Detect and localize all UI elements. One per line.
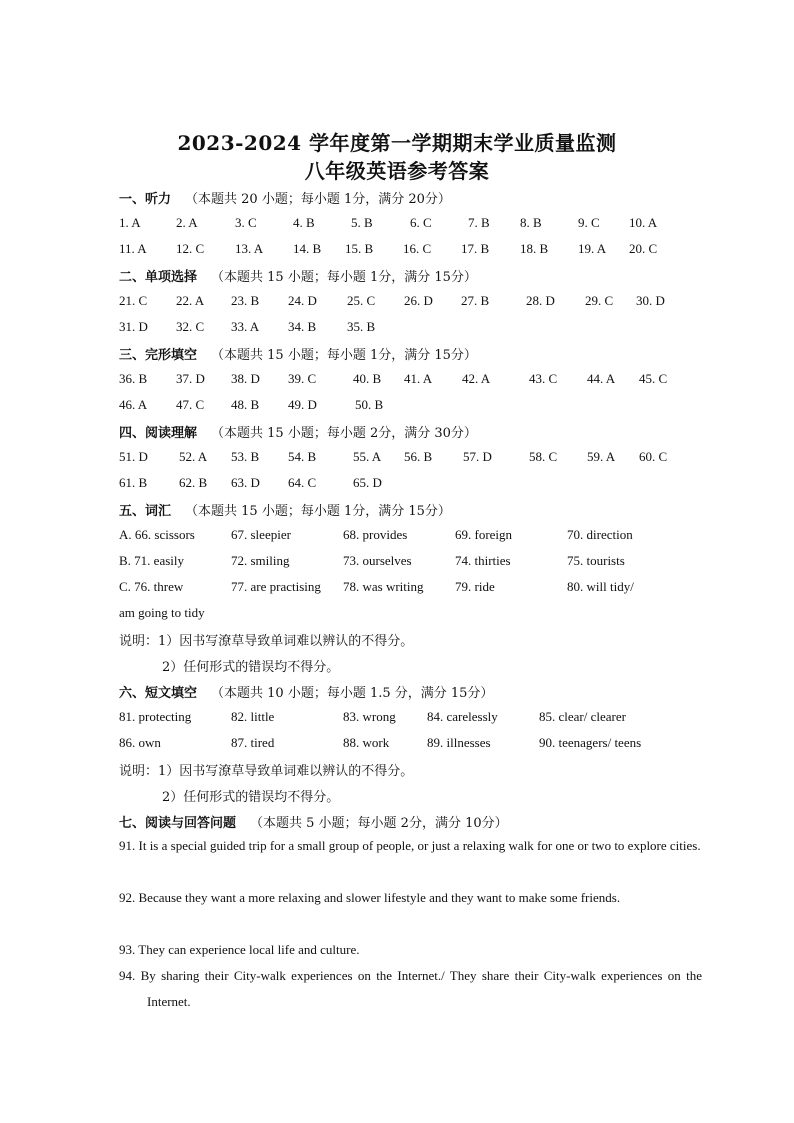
section-desc: （本题共 15 小题；每小题 2分，满分 30分） bbox=[211, 426, 477, 441]
answer-item: 34. B bbox=[288, 319, 317, 334]
answer-item: 15. B bbox=[345, 241, 374, 256]
answer-item: 7. B bbox=[468, 215, 490, 230]
answer-item-continuation: am going to tidy bbox=[119, 605, 205, 620]
section-name: 七、阅读与回答问题 bbox=[119, 816, 237, 831]
answer-item: 28. D bbox=[526, 293, 555, 308]
answer-item: 21. C bbox=[119, 293, 148, 308]
answer-item: 89. illnesses bbox=[427, 735, 491, 750]
answer-item: 46. A bbox=[119, 397, 148, 412]
page-title: 2023-2024 学年度第一学期期末学业质量监测 bbox=[177, 131, 617, 155]
answer-item: 22. A bbox=[176, 293, 205, 308]
answer-item: 30. D bbox=[636, 293, 665, 308]
answer-item: B. 71. easily bbox=[119, 553, 184, 568]
answer-item: 83. wrong bbox=[343, 709, 396, 724]
answer-item: 20. C bbox=[629, 241, 658, 256]
answer-item: 57. D bbox=[463, 449, 492, 464]
answer-item: 18. B bbox=[520, 241, 549, 256]
section-name: 一、听力 bbox=[119, 192, 172, 207]
answer-item: 50. B bbox=[355, 397, 384, 412]
answer-item: 59. A bbox=[587, 449, 616, 464]
section-desc: （本题共 15 小题；每小题 1分，满分 15分） bbox=[211, 348, 477, 363]
answer-item: 19. A bbox=[578, 241, 607, 256]
section-desc: （本题共 20 小题；每小题 1分，满分 20分） bbox=[185, 192, 451, 207]
section-desc: （本题共 10 小题；每小题 1.5 分，满分 15分） bbox=[211, 686, 494, 701]
answer-item: 44. A bbox=[587, 371, 616, 386]
section-heading-qa bbox=[119, 812, 508, 831]
section-heading-passage-fill bbox=[119, 682, 493, 701]
answer-item: 4. B bbox=[293, 215, 315, 230]
answer-item: 39. C bbox=[288, 371, 317, 386]
answer-item: 60. C bbox=[639, 449, 668, 464]
section-heading-listening bbox=[119, 188, 451, 207]
answer-item: 45. C bbox=[639, 371, 668, 386]
answer-item: 37. D bbox=[176, 371, 205, 386]
answer-item: 67. sleepier bbox=[231, 527, 291, 542]
answer-item: 78. was writing bbox=[343, 579, 424, 594]
answer-item: 64. C bbox=[288, 475, 317, 490]
answer-item: 14. B bbox=[293, 241, 322, 256]
answer-item: 11. A bbox=[119, 241, 147, 256]
answer-item: 49. D bbox=[288, 397, 317, 412]
answer-item: 16. C bbox=[403, 241, 432, 256]
answer-item: 42. A bbox=[462, 371, 491, 386]
answer-item: C. 76. threw bbox=[119, 579, 184, 594]
answer-item: 32. C bbox=[176, 319, 205, 334]
answer-item: 86. own bbox=[119, 735, 161, 750]
answer-item: 77. are practising bbox=[231, 579, 321, 594]
note-line: 说明：1）因书写潦草导致单词难以辨认的不得分。 bbox=[119, 634, 414, 649]
answer-item: 75. tourists bbox=[567, 553, 625, 568]
answer-item: 87. tired bbox=[231, 735, 275, 750]
answer-item: 9. C bbox=[578, 215, 600, 230]
note-line: 2）任何形式的错误均不得分。 bbox=[162, 790, 340, 805]
answer-item: 47. C bbox=[176, 397, 205, 412]
answer-item: 17. B bbox=[461, 241, 490, 256]
section-name: 三、完形填空 bbox=[119, 348, 198, 363]
answer-item: 62. B bbox=[179, 475, 208, 490]
answer-item: 73. ourselves bbox=[343, 553, 412, 568]
answer-item: 41. A bbox=[404, 371, 433, 386]
answer-item: 13. A bbox=[235, 241, 264, 256]
answer-item: 53. B bbox=[231, 449, 260, 464]
answer-item: 35. B bbox=[347, 319, 376, 334]
answer-item: 48. B bbox=[231, 397, 260, 412]
section-name: 六、短文填空 bbox=[119, 686, 198, 701]
answer-item: 27. B bbox=[461, 293, 490, 308]
answer-item: 69. foreign bbox=[455, 527, 513, 542]
answer-item: 82. little bbox=[231, 709, 275, 724]
answer-item: 61. B bbox=[119, 475, 148, 490]
answer-item: 1. A bbox=[119, 215, 141, 230]
section-name: 五、词汇 bbox=[119, 504, 172, 519]
note-line: 说明：1）因书写潦草导致单词难以辨认的不得分。 bbox=[119, 764, 414, 779]
section-name: 二、单项选择 bbox=[119, 270, 198, 285]
section-desc: （本题共 15 小题；每小题 1分，满分 15分） bbox=[211, 270, 477, 285]
answer-item: 70. direction bbox=[567, 527, 633, 542]
section-heading-vocabulary bbox=[119, 500, 451, 519]
answer-item: 55. A bbox=[353, 449, 382, 464]
answer-item: 90. teenagers/ teens bbox=[539, 735, 642, 750]
page-subtitle: 八年级英语参考答案 bbox=[304, 159, 490, 183]
answer-item: 23. B bbox=[231, 293, 260, 308]
answer-item: 31. D bbox=[119, 319, 148, 334]
answer-item: 72. smiling bbox=[231, 553, 290, 568]
answer-item: 40. B bbox=[353, 371, 382, 386]
answer-item: 52. A bbox=[179, 449, 208, 464]
answer-item: 24. D bbox=[288, 293, 317, 308]
answer-item: 85. clear/ clearer bbox=[539, 709, 626, 724]
qa-answer-94: 94. By sharing their City-walk experiences on the Internet./ They share their City-walk experiences on the Internet. bbox=[119, 968, 702, 1009]
qa-answer-91: 91. It is a special guided trip for a small group of people, or just a relaxing walk for one or two to explore cities. bbox=[119, 838, 701, 853]
answer-item: 56. B bbox=[404, 449, 433, 464]
qa-answer-92: 92. Because they want a more relaxing and slower lifestyle and they want to make some friends. bbox=[119, 890, 621, 905]
answer-item: 26. D bbox=[404, 293, 433, 308]
answer-item: 51. D bbox=[119, 449, 148, 464]
answer-item: 25. C bbox=[347, 293, 376, 308]
section-heading-reading bbox=[119, 422, 477, 441]
answer-item: 79. ride bbox=[455, 579, 495, 594]
answer-item: 84. carelessly bbox=[427, 709, 498, 724]
section-desc: （本题共 15 小题；每小题 1分，满分 15分） bbox=[185, 504, 451, 519]
answer-item: 3. C bbox=[235, 215, 257, 230]
answer-item: 33. A bbox=[231, 319, 260, 334]
answer-item: 38. D bbox=[231, 371, 260, 386]
answer-item: 54. B bbox=[288, 449, 317, 464]
answer-item: 29. C bbox=[585, 293, 614, 308]
answer-item: 6. C bbox=[410, 215, 432, 230]
answer-item: 74. thirties bbox=[455, 553, 511, 568]
answer-item: 5. B bbox=[351, 215, 373, 230]
section-name: 四、阅读理解 bbox=[119, 426, 198, 441]
note-line: 2）任何形式的错误均不得分。 bbox=[162, 660, 340, 675]
qa-answer-93: 93. They can experience local life and culture. bbox=[119, 942, 360, 957]
answer-item: 36. B bbox=[119, 371, 148, 386]
answer-item: 43. C bbox=[529, 371, 558, 386]
answer-item: 12. C bbox=[176, 241, 205, 256]
answer-item: 88. work bbox=[343, 735, 390, 750]
answer-item: 8. B bbox=[520, 215, 542, 230]
section-heading-single-choice bbox=[119, 266, 477, 285]
answer-item: 65. D bbox=[353, 475, 382, 490]
section-desc: （本题共 5 小题；每小题 2分，满分 10分） bbox=[250, 816, 508, 831]
answer-item: 68. provides bbox=[343, 527, 408, 542]
answer-item: 80. will tidy/ bbox=[567, 579, 634, 594]
answer-item: A. 66. scissors bbox=[119, 527, 195, 542]
answer-item: 81. protecting bbox=[119, 709, 192, 724]
answer-item: 2. A bbox=[176, 215, 198, 230]
section-heading-cloze bbox=[119, 344, 477, 363]
answer-item: 63. D bbox=[231, 475, 260, 490]
answer-item: 58. C bbox=[529, 449, 558, 464]
answer-item: 10. A bbox=[629, 215, 658, 230]
